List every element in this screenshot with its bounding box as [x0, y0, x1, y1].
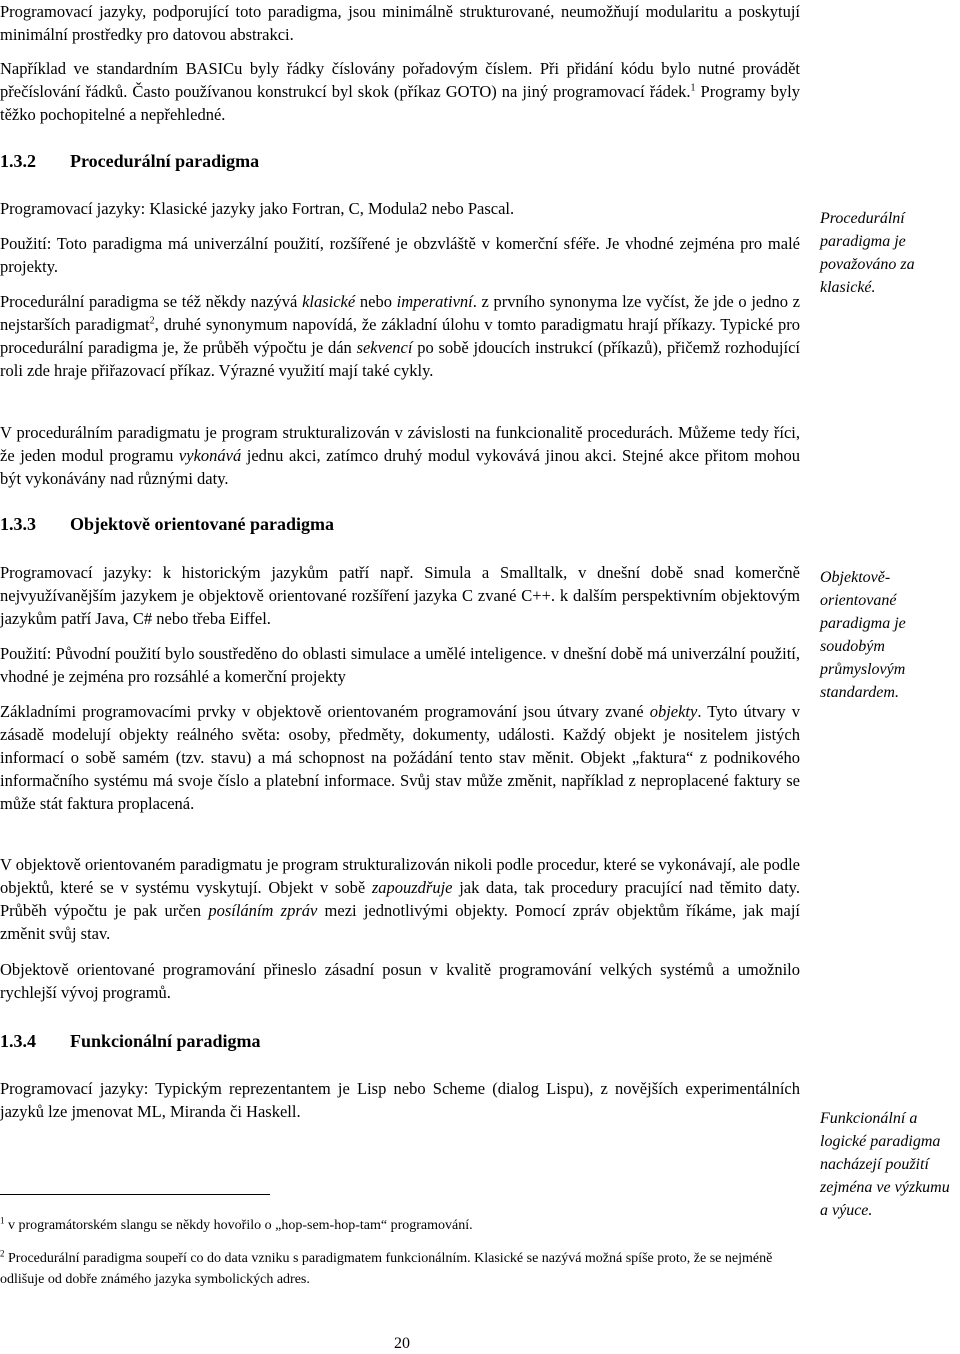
footnote-separator	[0, 1194, 270, 1195]
procedural-languages: Programovací jazyky: Klasické jazyky jako Fortran, C, Modula2 nebo Pascal.	[0, 199, 515, 218]
intro-paragraph-1: Programovací jazyky, podporující toto paradigma, jsou minimálně strukturované, neumožňují modularitu a poskytují minimální prostředky pro datovou abstrakci.	[0, 2, 800, 44]
section-heading-1-3-2: 1.3.2 Procedurální paradigma	[0, 151, 260, 171]
footnote-ref-1: 1	[690, 82, 696, 94]
margin-note-oop: Objektově-orientované paradigma je soudobým průmyslovým standardem.	[820, 569, 906, 701]
oop-objects-description: Základními programovacími prvky v objektově orientovaném programování jsou útvary zvané objekty. Tyto útvary v zásadě modelují objekty reálného světa: osoby, předměty, dokumenty, události. Každý objekt je nositelem jistých informací o sobě samém (tzv. stavu) a má schopnost na požádání tento stav měnit. Objekt „faktura“ z podnikového informačního systému má svoje číslo a platební informace. Svůj stav může změnit, například z neproplacené faktury se může stát faktura proplacená.	[0, 702, 800, 813]
section-heading-1-3-4: 1.3.4 Funkcionální paradigma	[0, 1031, 261, 1051]
oop-structure: V objektově orientovaném paradigmatu je program strukturalizován nikoli podle procedur, které se vykonávají, ale podle objektů, které se v systému vyskytují. Objekt v sobě zapouzdřuje jak data, tak procedury pracující nad těmito daty. Průběh výpočtu je pak určen posíláním zpráv mezi jednotlivými objekty. Pomocí zpráv objektům říkáme, jak mají změnit svůj stav.	[0, 855, 800, 943]
margin-note-procedural: Procedurální paradigma je považováno za klasické.	[820, 210, 915, 296]
oop-impact: Objektově orientované programování přineslo zásadní posun v kvalitě programování velkých systémů a umožnilo rychlejší vývoj programů.	[0, 960, 800, 1002]
section-heading-1-3-3: 1.3.3 Objektově orientované paradigma	[0, 514, 334, 534]
procedural-structure: V procedurálním paradigmatu je program strukturalizován v závislosti na funkcionalitě procedurách. Můžeme tedy říci, že jeden modul programu vykonává jednu akci, zatímco druhý modul vykovává jinou akci. Stejné akce přitom mohou být vykonávány nad různými daty.	[0, 423, 800, 488]
procedural-usage: Použití: Toto paradigma má univerzální použití, rozšířené je obzvláště v komerční sféře. Je vhodné zejména pro malé projekty.	[0, 234, 800, 276]
footnote-1: $^1$ v programátorském slangu se někdy hovořilo o „hop-sem-hop-tam“ programování.	[0, 1215, 473, 1233]
footnote-2: $^2$ Procedurální paradigma soupeří co do data vzniku s paradigmatem funkcionálním. Klasické se nazývá možná spíše proto, že se nejméně odlišuje od dobře známého jazyka symbolických adres.	[0, 1248, 773, 1287]
footnote-ref-2: 2	[149, 315, 155, 327]
procedural-description: Procedurální paradigma se též někdy nazývá klasické nebo imperativní. z prvního synonyma lze vyčíst, že jde o jedno z nejstarších paradigmat$^2$, druhé synonymum napovídá, že základní úlohu v tomto paradigmatu hrají příkazy. Typické pro procedurální paradigma je, že průběh výpočtu je dán sekvencí po sobě jdoucích instrukcí (příkazů), přičemž rozhodující roli zde hraje přiřazovací příkaz. Výrazné využití mají také cykly.	[0, 292, 800, 380]
oop-usage: Použití: Původní použití bylo soustředěno do oblasti simulace a umělé inteligence. v dnešní době má univerzální použití, vhodné je zejména pro rozsáhlé a komerční projekty	[0, 644, 800, 686]
page-number: 20	[394, 1335, 410, 1352]
functional-languages: Programovací jazyky: Typickým reprezentantem je Lisp nebo Scheme (dialog Lispu), z novějších experimentálních jazyků lze jmenovat ML, Miranda či Haskell.	[0, 1079, 800, 1121]
intro-paragraph-2: Například ve standardním BASICu byly řádky číslovány pořadovým číslem. Při přidání kódu bylo nutné provádět přečíslování řádků. Často používanou konstrukcí byl skok (příkaz GOTO) na jiný programovací řádek.$^1$ Programy byly těžko pochopitelné a nepřehledné.	[0, 59, 800, 124]
oop-languages: Programovací jazyky: k historickým jazykům patří např. Simula a Smalltalk, v dnešní době snad komerčně nejvyužívanějším jazykem je objektově orientované rozšíření jazyka C zvané C++. k dalším perspektivním objektovým jazykům patří Java, C# nebo třeba Eiffel.	[0, 563, 800, 628]
margin-note-functional: Funkcionální a logické paradigma nacházejí použití zejména ve výzkumu a výuce.	[820, 1110, 950, 1219]
